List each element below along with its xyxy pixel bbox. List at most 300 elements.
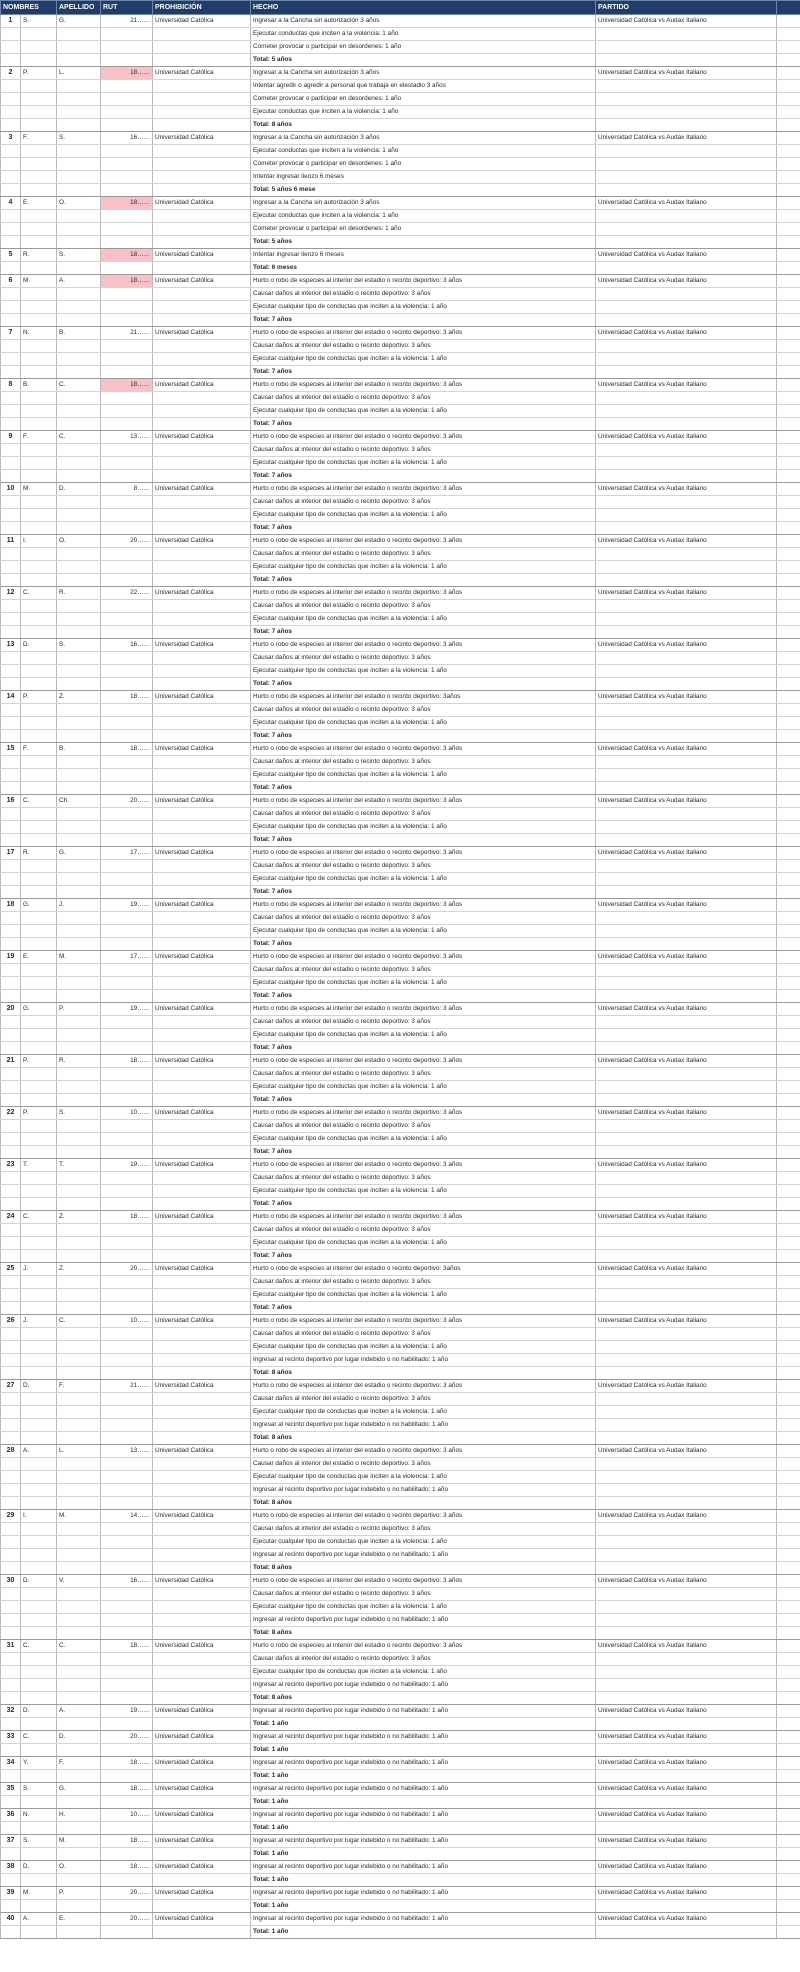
empty-cell[interactable] bbox=[596, 1081, 777, 1094]
empty-cell[interactable] bbox=[57, 457, 101, 470]
empty-cell[interactable] bbox=[21, 1146, 57, 1159]
empty-cell[interactable] bbox=[101, 444, 153, 457]
empty-cell[interactable] bbox=[777, 15, 800, 28]
partido-cell[interactable]: Universidad Católica vs Audax Italiano bbox=[596, 197, 777, 210]
empty-cell[interactable] bbox=[153, 1393, 251, 1406]
partido-cell[interactable]: Universidad Católica vs Audax Italiano bbox=[596, 1380, 777, 1393]
nombre-cell[interactable]: D. bbox=[21, 1861, 57, 1874]
empty-cell[interactable] bbox=[153, 1224, 251, 1237]
partido-cell[interactable]: Universidad Católica vs Audax Italiano bbox=[596, 899, 777, 912]
empty-cell[interactable] bbox=[21, 470, 57, 483]
empty-cell[interactable] bbox=[153, 1458, 251, 1471]
prohibicion-cell[interactable]: Universidad Católica bbox=[153, 1783, 251, 1796]
empty-cell[interactable] bbox=[101, 1250, 153, 1263]
hecho-cell[interactable]: Causar daños al interior del estadio o recinto deportivo: 3 años bbox=[251, 1328, 596, 1341]
hecho-cell[interactable]: Ingresar a la Cancha sin autorización 3 años bbox=[251, 132, 596, 145]
partido-cell[interactable]: Universidad Católica vs Audax Italiano bbox=[596, 743, 777, 756]
total-cell[interactable]: Total: 1 año bbox=[251, 1796, 596, 1809]
empty-cell[interactable] bbox=[777, 574, 800, 587]
partido-cell[interactable]: Universidad Católica vs Audax Italiano bbox=[596, 1783, 777, 1796]
empty-cell[interactable] bbox=[777, 1315, 800, 1328]
prohibicion-cell[interactable]: Universidad Católica bbox=[153, 1263, 251, 1276]
row-number[interactable]: 24 bbox=[1, 1211, 21, 1224]
total-cell[interactable]: Total: 8 años bbox=[251, 1432, 596, 1445]
partido-cell[interactable]: Universidad Católica vs Audax Italiano bbox=[596, 1731, 777, 1744]
empty-cell[interactable] bbox=[21, 1666, 57, 1679]
row-number[interactable]: 4 bbox=[1, 197, 21, 210]
empty-cell[interactable] bbox=[153, 340, 251, 353]
empty-cell[interactable] bbox=[777, 769, 800, 782]
empty-cell[interactable] bbox=[777, 1406, 800, 1419]
empty-cell[interactable] bbox=[777, 262, 800, 275]
empty-cell[interactable] bbox=[101, 1796, 153, 1809]
empty-cell[interactable] bbox=[777, 119, 800, 132]
empty-cell[interactable] bbox=[777, 1575, 800, 1588]
empty-cell[interactable] bbox=[57, 548, 101, 561]
empty-cell[interactable] bbox=[101, 665, 153, 678]
empty-cell[interactable] bbox=[21, 1367, 57, 1380]
empty-cell[interactable] bbox=[777, 613, 800, 626]
prohibicion-cell[interactable]: Universidad Católica bbox=[153, 951, 251, 964]
empty-cell[interactable] bbox=[1, 1679, 21, 1692]
empty-cell[interactable] bbox=[21, 1029, 57, 1042]
empty-cell[interactable] bbox=[101, 405, 153, 418]
empty-cell[interactable] bbox=[777, 1913, 800, 1926]
empty-cell[interactable] bbox=[57, 1029, 101, 1042]
empty-cell[interactable] bbox=[21, 665, 57, 678]
empty-cell[interactable] bbox=[153, 1926, 251, 1939]
total-cell[interactable]: Total: 8 años bbox=[251, 1692, 596, 1705]
empty-cell[interactable] bbox=[1, 1926, 21, 1939]
empty-cell[interactable] bbox=[101, 821, 153, 834]
empty-cell[interactable] bbox=[596, 1523, 777, 1536]
rut-cell[interactable]: 18…… bbox=[101, 275, 153, 288]
empty-cell[interactable] bbox=[153, 1250, 251, 1263]
hecho-cell[interactable]: Ingresar al recinto deportivo por lugar indebido o no habilitado: 1 año bbox=[251, 1913, 596, 1926]
empty-cell[interactable] bbox=[777, 1341, 800, 1354]
empty-cell[interactable] bbox=[21, 730, 57, 743]
empty-cell[interactable] bbox=[153, 184, 251, 197]
empty-cell[interactable] bbox=[1, 1367, 21, 1380]
hecho-cell[interactable]: Ingresar al recinto deportivo por lugar indebido o no habilitado: 1 año bbox=[251, 1484, 596, 1497]
partido-cell[interactable]: Universidad Católica vs Audax Italiano bbox=[596, 951, 777, 964]
empty-cell[interactable] bbox=[596, 405, 777, 418]
empty-cell[interactable] bbox=[1, 1588, 21, 1601]
empty-cell[interactable] bbox=[101, 717, 153, 730]
partido-cell[interactable]: Universidad Católica vs Audax Italiano bbox=[596, 795, 777, 808]
empty-cell[interactable] bbox=[57, 1822, 101, 1835]
rut-cell[interactable]: 16…… bbox=[101, 132, 153, 145]
empty-cell[interactable] bbox=[57, 1185, 101, 1198]
nombre-cell[interactable]: P. bbox=[21, 1107, 57, 1120]
empty-cell[interactable] bbox=[57, 574, 101, 587]
hecho-cell[interactable]: Ingresar al recinto deportivo por lugar indebido o no habilitado: 1 año bbox=[251, 1705, 596, 1718]
empty-cell[interactable] bbox=[101, 1029, 153, 1042]
empty-cell[interactable] bbox=[101, 1094, 153, 1107]
empty-cell[interactable] bbox=[596, 964, 777, 977]
empty-cell[interactable] bbox=[101, 28, 153, 41]
empty-cell[interactable] bbox=[153, 1237, 251, 1250]
apellido-cell[interactable]: M. bbox=[57, 1835, 101, 1848]
prohibicion-cell[interactable]: Universidad Católica bbox=[153, 1510, 251, 1523]
nombre-cell[interactable]: D. bbox=[21, 1380, 57, 1393]
empty-cell[interactable] bbox=[777, 1120, 800, 1133]
empty-cell[interactable] bbox=[153, 1666, 251, 1679]
empty-cell[interactable] bbox=[101, 470, 153, 483]
rut-cell[interactable]: 22…… bbox=[101, 587, 153, 600]
empty-cell[interactable] bbox=[777, 223, 800, 236]
nombre-cell[interactable]: F. bbox=[21, 132, 57, 145]
hecho-cell[interactable]: Hurto o robo de especies al interior del estadio o recinto deportivo: 3años bbox=[251, 1263, 596, 1276]
empty-cell[interactable] bbox=[777, 704, 800, 717]
empty-cell[interactable] bbox=[101, 1588, 153, 1601]
empty-cell[interactable] bbox=[21, 1406, 57, 1419]
hecho-cell[interactable]: Ejecutar cualquier tipo de conductas que inciten a la violencia: 1 año bbox=[251, 873, 596, 886]
empty-cell[interactable] bbox=[1, 54, 21, 67]
empty-cell[interactable] bbox=[57, 886, 101, 899]
empty-cell[interactable] bbox=[596, 1133, 777, 1146]
hecho-cell[interactable]: Causar daños al interior del estadio o recinto deportivo: 3 años bbox=[251, 756, 596, 769]
empty-cell[interactable] bbox=[777, 1263, 800, 1276]
empty-cell[interactable] bbox=[101, 1679, 153, 1692]
total-cell[interactable]: Total: 7 años bbox=[251, 886, 596, 899]
empty-cell[interactable] bbox=[777, 1094, 800, 1107]
empty-cell[interactable] bbox=[153, 522, 251, 535]
empty-cell[interactable] bbox=[57, 288, 101, 301]
empty-cell[interactable] bbox=[57, 1718, 101, 1731]
nombre-cell[interactable]: F. bbox=[21, 743, 57, 756]
empty-cell[interactable] bbox=[101, 1497, 153, 1510]
empty-cell[interactable] bbox=[153, 548, 251, 561]
empty-cell[interactable] bbox=[777, 80, 800, 93]
nombre-cell[interactable]: P. bbox=[21, 1055, 57, 1068]
empty-cell[interactable] bbox=[153, 1289, 251, 1302]
empty-cell[interactable] bbox=[21, 1094, 57, 1107]
empty-cell[interactable] bbox=[777, 1250, 800, 1263]
empty-cell[interactable] bbox=[777, 912, 800, 925]
empty-cell[interactable] bbox=[153, 1354, 251, 1367]
apellido-cell[interactable]: Z. bbox=[57, 1211, 101, 1224]
row-number[interactable]: 12 bbox=[1, 587, 21, 600]
empty-cell[interactable] bbox=[596, 821, 777, 834]
empty-cell[interactable] bbox=[101, 704, 153, 717]
empty-cell[interactable] bbox=[153, 1497, 251, 1510]
apellido-cell[interactable]: P. bbox=[57, 1887, 101, 1900]
empty-cell[interactable] bbox=[1, 353, 21, 366]
empty-cell[interactable] bbox=[57, 1250, 101, 1263]
empty-cell[interactable] bbox=[777, 873, 800, 886]
apellido-cell[interactable]: G. bbox=[57, 847, 101, 860]
empty-cell[interactable] bbox=[1, 93, 21, 106]
total-cell[interactable]: Total: 7 años bbox=[251, 1042, 596, 1055]
prohibicion-cell[interactable]: Universidad Católica bbox=[153, 197, 251, 210]
empty-cell[interactable] bbox=[57, 366, 101, 379]
empty-cell[interactable] bbox=[57, 1458, 101, 1471]
empty-cell[interactable] bbox=[1, 1718, 21, 1731]
empty-cell[interactable] bbox=[1, 1393, 21, 1406]
empty-cell[interactable] bbox=[1, 1250, 21, 1263]
empty-cell[interactable] bbox=[1, 1484, 21, 1497]
empty-cell[interactable] bbox=[596, 444, 777, 457]
hecho-cell[interactable]: Ingresar al recinto deportivo por lugar indebido o no habilitado: 1 año bbox=[251, 1679, 596, 1692]
empty-cell[interactable] bbox=[153, 470, 251, 483]
empty-cell[interactable] bbox=[57, 1367, 101, 1380]
empty-cell[interactable] bbox=[1, 574, 21, 587]
empty-cell[interactable] bbox=[57, 106, 101, 119]
empty-cell[interactable] bbox=[1, 1471, 21, 1484]
total-cell[interactable]: Total: 6 meses bbox=[251, 262, 596, 275]
empty-cell[interactable] bbox=[777, 1835, 800, 1848]
empty-cell[interactable] bbox=[777, 41, 800, 54]
hecho-cell[interactable]: Ejecutar cualquier tipo de conductas que inciten a la violencia: 1 año bbox=[251, 353, 596, 366]
empty-cell[interactable] bbox=[21, 977, 57, 990]
empty-cell[interactable] bbox=[101, 223, 153, 236]
partido-cell[interactable]: Universidad Católica vs Audax Italiano bbox=[596, 249, 777, 262]
apellido-cell[interactable]: L. bbox=[57, 67, 101, 80]
hecho-cell[interactable]: Causar daños al interior del estadio o recinto deportivo: 3 años bbox=[251, 496, 596, 509]
hecho-cell[interactable]: Ejecutar cualquier tipo de conductas que inciten a la violencia: 1 año bbox=[251, 509, 596, 522]
empty-cell[interactable] bbox=[153, 1432, 251, 1445]
empty-cell[interactable] bbox=[153, 1523, 251, 1536]
empty-cell[interactable] bbox=[596, 1471, 777, 1484]
empty-cell[interactable] bbox=[101, 1289, 153, 1302]
empty-cell[interactable] bbox=[153, 366, 251, 379]
hecho-cell[interactable]: Causar daños al interior del estadio o recinto deportivo: 3 años bbox=[251, 548, 596, 561]
empty-cell[interactable] bbox=[153, 1198, 251, 1211]
empty-cell[interactable] bbox=[777, 1822, 800, 1835]
row-number[interactable]: 21 bbox=[1, 1055, 21, 1068]
empty-cell[interactable] bbox=[596, 366, 777, 379]
empty-cell[interactable] bbox=[1, 652, 21, 665]
rut-cell[interactable]: 18…… bbox=[101, 1055, 153, 1068]
empty-cell[interactable] bbox=[1, 600, 21, 613]
apellido-cell[interactable]: S. bbox=[57, 249, 101, 262]
prohibicion-cell[interactable]: Universidad Católica bbox=[153, 1757, 251, 1770]
empty-cell[interactable] bbox=[21, 444, 57, 457]
apellido-cell[interactable]: L. bbox=[57, 1445, 101, 1458]
empty-cell[interactable] bbox=[101, 236, 153, 249]
nombre-cell[interactable]: I. bbox=[21, 535, 57, 548]
empty-cell[interactable] bbox=[153, 223, 251, 236]
empty-cell[interactable] bbox=[57, 1276, 101, 1289]
empty-cell[interactable] bbox=[1, 444, 21, 457]
empty-cell[interactable] bbox=[101, 353, 153, 366]
empty-cell[interactable] bbox=[21, 1874, 57, 1887]
empty-cell[interactable] bbox=[153, 1419, 251, 1432]
empty-cell[interactable] bbox=[21, 236, 57, 249]
row-number[interactable]: 37 bbox=[1, 1835, 21, 1848]
empty-cell[interactable] bbox=[57, 1653, 101, 1666]
empty-cell[interactable] bbox=[1, 678, 21, 691]
empty-cell[interactable] bbox=[1, 1094, 21, 1107]
apellido-cell[interactable]: T. bbox=[57, 1159, 101, 1172]
empty-cell[interactable] bbox=[777, 886, 800, 899]
empty-cell[interactable] bbox=[101, 1926, 153, 1939]
empty-cell[interactable] bbox=[101, 1666, 153, 1679]
empty-cell[interactable] bbox=[777, 158, 800, 171]
row-number[interactable]: 5 bbox=[1, 249, 21, 262]
empty-cell[interactable] bbox=[1, 1419, 21, 1432]
total-cell[interactable]: Total: 5 años bbox=[251, 236, 596, 249]
hecho-cell[interactable]: Causar daños al interior del estadio o recinto deportivo: 3 años bbox=[251, 704, 596, 717]
apellido-cell[interactable]: G. bbox=[57, 15, 101, 28]
hecho-cell[interactable]: Cometer provocar o participar en desordenes: 1 año bbox=[251, 223, 596, 236]
empty-cell[interactable] bbox=[153, 977, 251, 990]
hecho-cell[interactable]: Ejecutar conductas que inciten a la violencia: 1 año bbox=[251, 210, 596, 223]
empty-cell[interactable] bbox=[101, 626, 153, 639]
empty-cell[interactable] bbox=[777, 730, 800, 743]
nombre-cell[interactable]: M. bbox=[21, 275, 57, 288]
empty-cell[interactable] bbox=[21, 1718, 57, 1731]
empty-cell[interactable] bbox=[57, 1614, 101, 1627]
empty-cell[interactable] bbox=[101, 1874, 153, 1887]
empty-cell[interactable] bbox=[57, 1601, 101, 1614]
empty-cell[interactable] bbox=[57, 1796, 101, 1809]
header-hecho[interactable]: HECHO bbox=[251, 1, 596, 15]
rut-cell[interactable]: 10…… bbox=[101, 1315, 153, 1328]
empty-cell[interactable] bbox=[21, 626, 57, 639]
prohibicion-cell[interactable]: Universidad Católica bbox=[153, 1835, 251, 1848]
empty-cell[interactable] bbox=[101, 873, 153, 886]
empty-cell[interactable] bbox=[777, 1809, 800, 1822]
empty-cell[interactable] bbox=[101, 1536, 153, 1549]
empty-cell[interactable] bbox=[1, 938, 21, 951]
empty-cell[interactable] bbox=[101, 1744, 153, 1757]
empty-cell[interactable] bbox=[57, 1393, 101, 1406]
empty-cell[interactable] bbox=[596, 223, 777, 236]
row-number[interactable]: 34 bbox=[1, 1757, 21, 1770]
empty-cell[interactable] bbox=[777, 1367, 800, 1380]
empty-cell[interactable] bbox=[777, 782, 800, 795]
empty-cell[interactable] bbox=[101, 912, 153, 925]
empty-cell[interactable] bbox=[153, 1549, 251, 1562]
empty-cell[interactable] bbox=[777, 431, 800, 444]
empty-cell[interactable] bbox=[57, 1224, 101, 1237]
empty-cell[interactable] bbox=[57, 262, 101, 275]
empty-cell[interactable] bbox=[101, 158, 153, 171]
empty-cell[interactable] bbox=[21, 457, 57, 470]
empty-cell[interactable] bbox=[777, 1354, 800, 1367]
total-cell[interactable]: Total: 7 años bbox=[251, 1146, 596, 1159]
empty-cell[interactable] bbox=[1, 1354, 21, 1367]
empty-cell[interactable] bbox=[153, 1562, 251, 1575]
empty-cell[interactable] bbox=[1, 184, 21, 197]
empty-cell[interactable] bbox=[596, 1848, 777, 1861]
row-number[interactable]: 26 bbox=[1, 1315, 21, 1328]
empty-cell[interactable] bbox=[777, 1770, 800, 1783]
empty-cell[interactable] bbox=[21, 1432, 57, 1445]
empty-cell[interactable] bbox=[153, 873, 251, 886]
empty-cell[interactable] bbox=[777, 1276, 800, 1289]
partido-cell[interactable]: Universidad Católica vs Audax Italiano bbox=[596, 1315, 777, 1328]
empty-cell[interactable] bbox=[57, 1900, 101, 1913]
empty-cell[interactable] bbox=[1, 1133, 21, 1146]
hecho-cell[interactable]: Causar daños al interior del estadio o recinto deportivo: 3 años bbox=[251, 1068, 596, 1081]
empty-cell[interactable] bbox=[57, 1289, 101, 1302]
hecho-cell[interactable]: Ejecutar cualquier tipo de conductas que inciten a la violencia: 1 año bbox=[251, 405, 596, 418]
empty-cell[interactable] bbox=[596, 1666, 777, 1679]
empty-cell[interactable] bbox=[777, 938, 800, 951]
empty-cell[interactable] bbox=[777, 1068, 800, 1081]
empty-cell[interactable] bbox=[596, 938, 777, 951]
empty-cell[interactable] bbox=[777, 1497, 800, 1510]
hecho-cell[interactable]: Ejecutar cualquier tipo de conductas que inciten a la violencia: 1 año bbox=[251, 977, 596, 990]
empty-cell[interactable] bbox=[777, 1848, 800, 1861]
nombre-cell[interactable]: R. bbox=[21, 847, 57, 860]
empty-cell[interactable] bbox=[1, 470, 21, 483]
prohibicion-cell[interactable]: Universidad Católica bbox=[153, 1445, 251, 1458]
empty-cell[interactable] bbox=[153, 782, 251, 795]
empty-cell[interactable] bbox=[777, 1328, 800, 1341]
empty-cell[interactable] bbox=[596, 28, 777, 41]
empty-cell[interactable] bbox=[777, 1471, 800, 1484]
empty-cell[interactable] bbox=[153, 80, 251, 93]
empty-cell[interactable] bbox=[101, 522, 153, 535]
total-cell[interactable]: Total: 7 años bbox=[251, 730, 596, 743]
hecho-cell[interactable]: Intentar ingresar lienzo 6 meses bbox=[251, 249, 596, 262]
hecho-cell[interactable]: Ejecutar conductas que inciten a la violencia: 1 año bbox=[251, 145, 596, 158]
empty-cell[interactable] bbox=[777, 1510, 800, 1523]
empty-cell[interactable] bbox=[57, 405, 101, 418]
empty-cell[interactable] bbox=[153, 1081, 251, 1094]
empty-cell[interactable] bbox=[21, 756, 57, 769]
hecho-cell[interactable]: Ejecutar cualquier tipo de conductas que inciten a la violencia: 1 año bbox=[251, 1536, 596, 1549]
empty-cell[interactable] bbox=[101, 1068, 153, 1081]
empty-cell[interactable] bbox=[777, 847, 800, 860]
partido-cell[interactable]: Universidad Católica vs Audax Italiano bbox=[596, 1913, 777, 1926]
apellido-cell[interactable]: V. bbox=[57, 1575, 101, 1588]
empty-cell[interactable] bbox=[1, 418, 21, 431]
empty-cell[interactable] bbox=[777, 665, 800, 678]
empty-cell[interactable] bbox=[21, 704, 57, 717]
apellido-cell[interactable]: B. bbox=[57, 743, 101, 756]
row-number[interactable]: 30 bbox=[1, 1575, 21, 1588]
hecho-cell[interactable]: Ingresar a la Cancha sin autorización 3 años bbox=[251, 15, 596, 28]
empty-cell[interactable] bbox=[777, 379, 800, 392]
empty-cell[interactable] bbox=[21, 145, 57, 158]
empty-cell[interactable] bbox=[101, 1627, 153, 1640]
empty-cell[interactable] bbox=[596, 340, 777, 353]
partido-cell[interactable]: Universidad Católica vs Audax Italiano bbox=[596, 132, 777, 145]
row-number[interactable]: 8 bbox=[1, 379, 21, 392]
empty-cell[interactable] bbox=[153, 1471, 251, 1484]
empty-cell[interactable] bbox=[777, 301, 800, 314]
empty-cell[interactable] bbox=[21, 28, 57, 41]
empty-cell[interactable] bbox=[153, 1718, 251, 1731]
empty-cell[interactable] bbox=[101, 1770, 153, 1783]
empty-cell[interactable] bbox=[596, 119, 777, 132]
empty-cell[interactable] bbox=[153, 652, 251, 665]
hecho-cell[interactable]: Intentar agredir o agredir a personal que trabaja en elestadio 3 años bbox=[251, 80, 596, 93]
row-number[interactable]: 29 bbox=[1, 1510, 21, 1523]
hecho-cell[interactable]: Ingresar al recinto deportivo por lugar indebido o no habilitado: 1 año bbox=[251, 1731, 596, 1744]
empty-cell[interactable] bbox=[21, 1926, 57, 1939]
empty-cell[interactable] bbox=[153, 834, 251, 847]
empty-cell[interactable] bbox=[153, 678, 251, 691]
empty-cell[interactable] bbox=[153, 1120, 251, 1133]
empty-cell[interactable] bbox=[1, 1198, 21, 1211]
empty-cell[interactable] bbox=[596, 288, 777, 301]
empty-cell[interactable] bbox=[101, 652, 153, 665]
empty-cell[interactable] bbox=[1, 1146, 21, 1159]
hecho-cell[interactable]: Hurto o robo de especies al interior del estadio o recinto deportivo: 3 años bbox=[251, 483, 596, 496]
rut-cell[interactable]: 18…… bbox=[101, 1835, 153, 1848]
empty-cell[interactable] bbox=[101, 171, 153, 184]
empty-cell[interactable] bbox=[596, 600, 777, 613]
empty-cell[interactable] bbox=[1, 1562, 21, 1575]
rut-cell[interactable]: 18…… bbox=[101, 1640, 153, 1653]
empty-cell[interactable] bbox=[1, 1627, 21, 1640]
